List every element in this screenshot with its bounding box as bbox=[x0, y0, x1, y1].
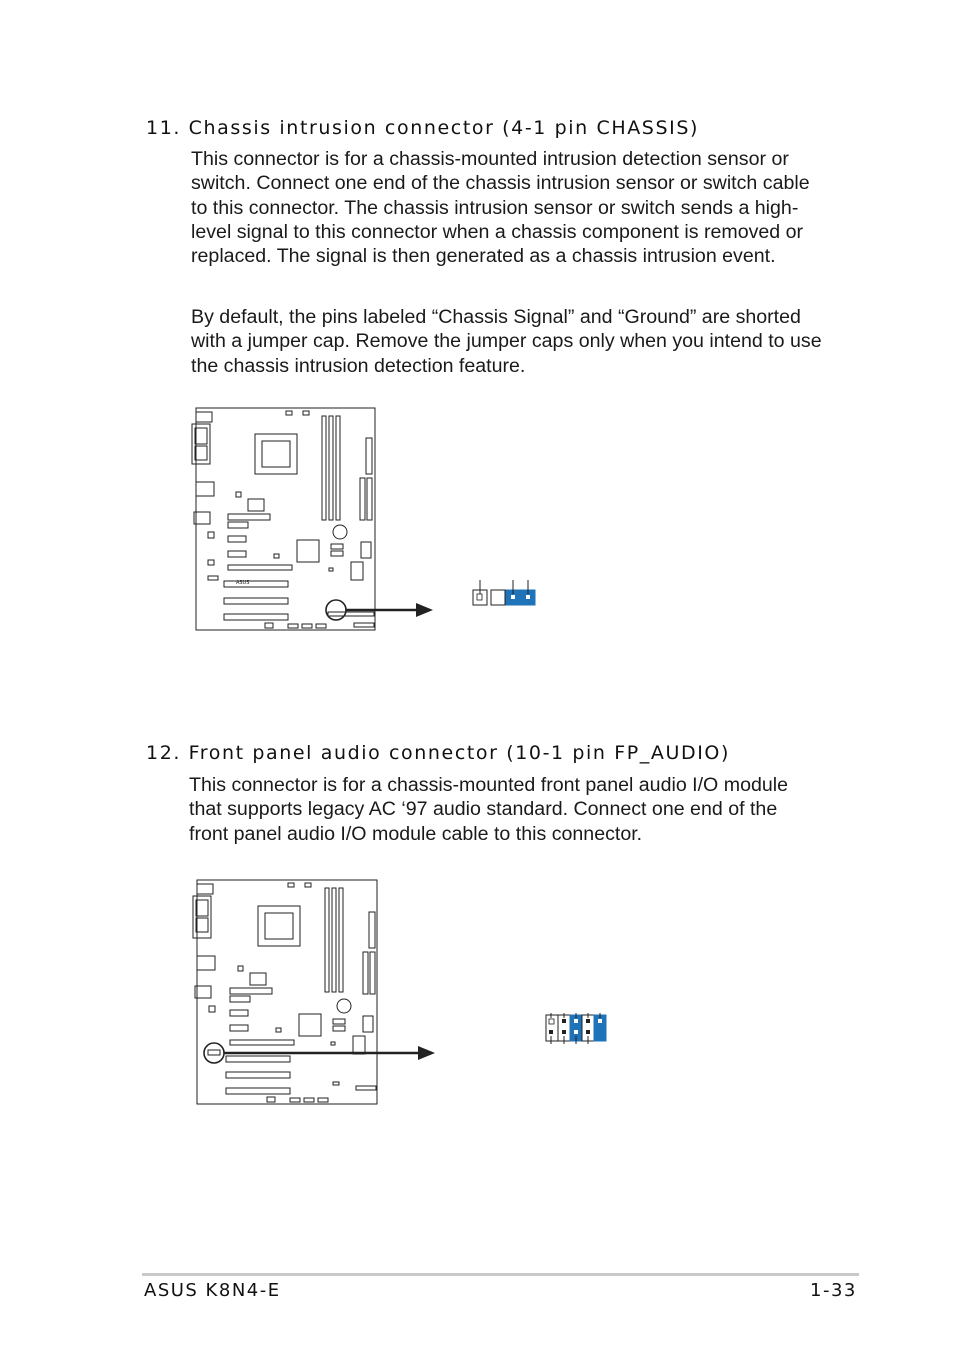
footer-divider bbox=[142, 1273, 859, 1276]
section-12-paragraph-1: This connector is for a chassis-mounted front panel audio I/O module that supports legacy AC ‘97 audio standard. Connect one end of the front panel audio I/O module cable to this connector. bbox=[189, 774, 789, 845]
section-12-heading: 12. Front panel audio connector (10-1 pin FP_AUDIO) bbox=[146, 742, 730, 764]
section-11-heading: 11. Chassis intrusion connector (4-1 pin CHASSIS) bbox=[146, 117, 700, 139]
chassis-pin-header bbox=[473, 580, 535, 605]
fp-audio-pin-header bbox=[546, 1013, 606, 1044]
section-11-paragraph-1: This connector is for a chassis-mounted intrusion detection sensor or switch. Connect one end of the chassis intrusion sensor or switch cable to this connector. The chassis intrusion sensor or switch sends a high-level signal to this connector when a chassis component is removed or replaced. The signal is then generated as a chassis intrusion event. bbox=[191, 148, 810, 268]
arrow-icon-2 bbox=[418, 1046, 435, 1060]
motherboard-layout-diagram bbox=[186, 404, 546, 636]
footer-product-name: ASUS K8N4-E bbox=[144, 1280, 281, 1301]
board-logo: ASUS bbox=[236, 580, 250, 586]
footer-page-number: 1-33 bbox=[810, 1280, 857, 1301]
motherboard-layout-diagram-2 bbox=[188, 876, 618, 1110]
section-11-paragraph-2: By default, the pins labeled “Chassis Signal” and “Ground” are shorted with a jumper cap. Remove the jumper caps only when you intend to use the chassis intrusion detection feature. bbox=[191, 306, 822, 377]
front-audio-connector-figure bbox=[188, 876, 618, 1110]
arrow-icon bbox=[416, 603, 433, 617]
chassis-connector-figure bbox=[186, 404, 546, 636]
